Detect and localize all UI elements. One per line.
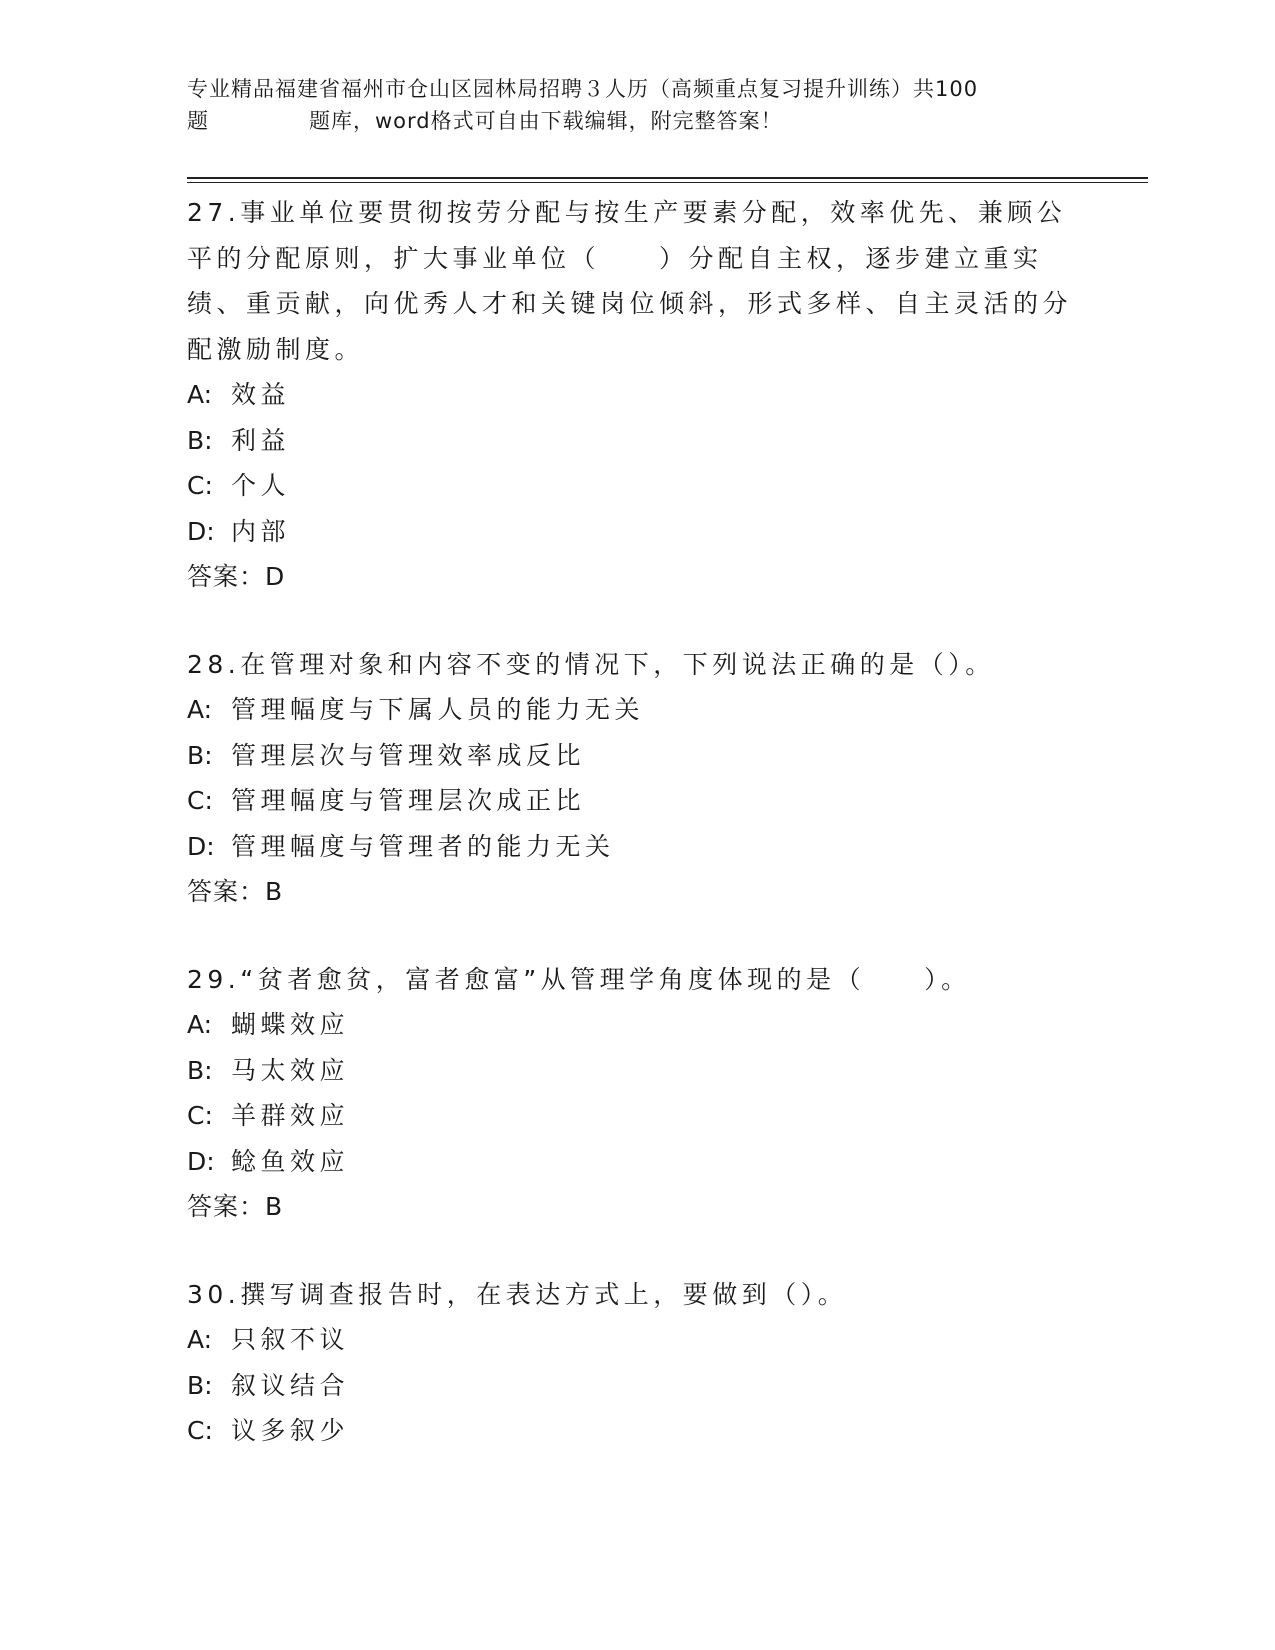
option-text: 管理幅度与管理者的能力无关 bbox=[231, 831, 615, 861]
header-title-line-1: 专业精品福建省福州市仓山区园林局招聘３人历（高频重点复习提升训练）共100 bbox=[187, 77, 979, 101]
option-key: A: bbox=[187, 1325, 213, 1354]
page-header bbox=[187, 73, 1087, 137]
option-key: A: bbox=[187, 1010, 213, 1039]
option-key: D: bbox=[187, 516, 215, 546]
question-text: 28.在管理对象和内容不变的情况下，下列说法正确的是（）。 bbox=[187, 649, 995, 679]
option-c bbox=[187, 1093, 1087, 1139]
option-text: 只叙不议 bbox=[231, 1325, 350, 1354]
option-d bbox=[187, 824, 1087, 870]
option-a bbox=[187, 372, 1087, 418]
option-text: 马太效应 bbox=[231, 1055, 350, 1085]
question-28 bbox=[187, 642, 1087, 915]
header-line2-rest: 题库，word格式可自由下载编辑，附完整答案！ bbox=[309, 109, 783, 133]
option-d bbox=[187, 509, 1087, 555]
option-c bbox=[187, 1408, 1087, 1454]
option-key: B: bbox=[187, 425, 213, 455]
option-b bbox=[187, 1363, 1087, 1409]
answer-line: 答案：B bbox=[187, 877, 284, 906]
option-key: C: bbox=[187, 1416, 213, 1445]
question-29 bbox=[187, 957, 1087, 1230]
question-30 bbox=[187, 1272, 1087, 1454]
option-key: D: bbox=[187, 831, 215, 861]
option-key: C: bbox=[187, 786, 213, 815]
header-title-line-2 bbox=[187, 105, 1087, 137]
option-text: 管理幅度与管理层次成正比 bbox=[231, 786, 586, 815]
question-text: 30.撰写调查报告时，在表达方式上，要做到（）。 bbox=[187, 1279, 848, 1309]
header-divider-thin bbox=[187, 182, 1148, 183]
option-b bbox=[187, 1048, 1087, 1094]
option-text: 议多叙少 bbox=[231, 1416, 350, 1445]
question-text: 27.事业单位要贯彻按劳分配与按生产要素分配，效率优先、兼顾公平的分配原则，扩大事业单位（ ）分配自主权，逐步建立重实绩、重贡献，向优秀人才和关键岗位倾斜，形式多样、自主灵活的分配激励制度。 bbox=[187, 198, 1073, 364]
answer-line: 答案：D bbox=[187, 562, 286, 591]
option-text: 个人 bbox=[231, 471, 291, 500]
option-key: C: bbox=[187, 1101, 213, 1130]
option-d bbox=[187, 1139, 1087, 1185]
option-text: 羊群效应 bbox=[231, 1101, 350, 1130]
option-text: 叙议结合 bbox=[231, 1370, 350, 1400]
option-a bbox=[187, 1002, 1087, 1048]
option-b bbox=[187, 418, 1087, 464]
option-key: C: bbox=[187, 471, 213, 500]
header-divider-thick bbox=[187, 177, 1148, 179]
option-text: 管理幅度与下属人员的能力无关 bbox=[231, 695, 645, 724]
answer-line: 答案：B bbox=[187, 1192, 284, 1221]
option-text: 效益 bbox=[231, 380, 291, 409]
option-text: 蝴蝶效应 bbox=[231, 1010, 350, 1039]
question-text: 29.“贫者愈贫，富者愈富”从管理学角度体现的是（ ）。 bbox=[187, 964, 971, 994]
option-text: 利益 bbox=[231, 425, 291, 455]
option-text: 鲶鱼效应 bbox=[231, 1146, 350, 1176]
question-list bbox=[187, 190, 1087, 1496]
option-a bbox=[187, 1317, 1087, 1363]
option-a bbox=[187, 687, 1087, 733]
option-text: 管理层次与管理效率成反比 bbox=[231, 740, 586, 770]
question-27 bbox=[187, 190, 1087, 600]
option-key: B: bbox=[187, 1370, 213, 1400]
option-key: D: bbox=[187, 1146, 215, 1176]
option-key: B: bbox=[187, 740, 213, 770]
option-key: A: bbox=[187, 695, 213, 724]
option-b bbox=[187, 733, 1087, 779]
option-key: A: bbox=[187, 380, 213, 409]
header-line2-start: 题 bbox=[187, 109, 209, 133]
option-c bbox=[187, 778, 1087, 824]
option-text: 内部 bbox=[231, 516, 291, 546]
option-key: B: bbox=[187, 1055, 213, 1085]
option-c bbox=[187, 463, 1087, 509]
